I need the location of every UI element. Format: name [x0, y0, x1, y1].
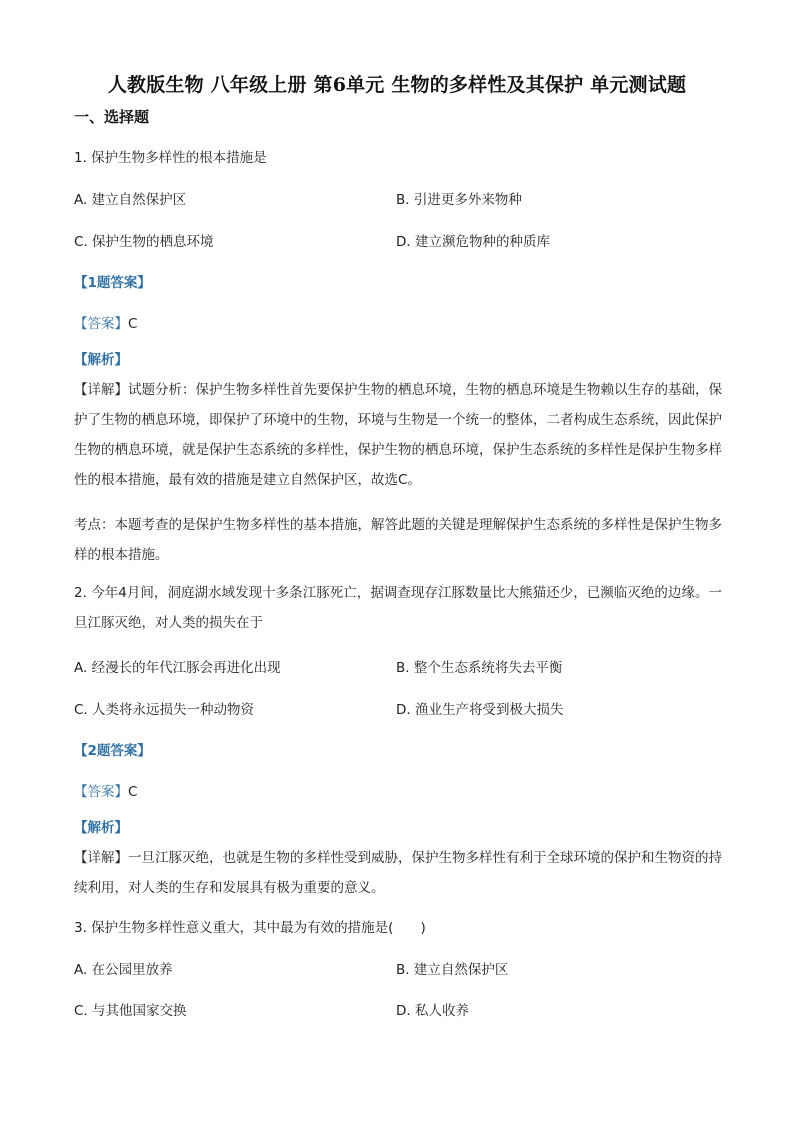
question-3-option-b: B. 建立自然保护区 — [396, 962, 509, 978]
question-2-option-d: D. 渔业生产将受到极大损失 — [396, 702, 564, 718]
question-1-answer-tag: 【1题答案】 — [74, 275, 151, 291]
question-1-option-d: D. 建立濒危物种的种质库 — [396, 234, 550, 250]
answer-value: C — [128, 784, 138, 800]
answer-label: 【答案】 — [74, 784, 128, 800]
answer-value: C — [128, 316, 138, 332]
question-3-option-a: A. 在公园里放养 — [74, 962, 173, 978]
document-title: 人教版生物 八年级上册 第6单元 生物的多样性及其保护 单元测试题 — [107, 74, 687, 96]
question-2-analysis-label: 【解析】 — [74, 820, 128, 836]
question-1-option-b: B. 引进更多外来物种 — [396, 192, 522, 208]
answer-label: 【答案】 — [74, 316, 128, 332]
question-3-stem: 3. 保护生物多样性意义重大，其中最为有效的措施是( ) — [74, 920, 426, 936]
question-3-option-c: C. 与其他国家交换 — [74, 1003, 187, 1019]
question-2-option-a: A. 经漫长的年代江豚会再进化出现 — [74, 660, 281, 676]
question-1-analysis-label: 【解析】 — [74, 352, 128, 368]
question-1-option-c: C. 保护生物的栖息环境 — [74, 234, 214, 250]
question-1-detail: 【详解】试题分析：保护生物多样性首先要保护生物的栖息环境，生物的栖息环境是生物赖以生存的基础，保护了生物的栖息环境，即保护了环境中的生物，环境与生物是一个统一的整体，二者构成生态系统，因此保护生物的栖息环境，就是保护生态系统的多样性，保护生物的栖息环境，保护生态系统的多样性是保护生物多样性的根本措施，最有效的措施是建立自然保护区，故选C。 — [74, 382, 722, 488]
question-2-detail: 【详解】一旦江豚灭绝，也就是生物的多样性受到威胁，保护生物多样性有利于全球环境的保护和生物资的持续利用，对人类的生存和发展具有极为重要的意义。 — [74, 850, 722, 896]
question-1-note: 考点：本题考查的是保护生物多样性的基本措施，解答此题的关键是理解保护生态系统的多样性是保护生物多样的根本措施。 — [74, 517, 722, 563]
question-2-stem: 2. 今年4月间，洞庭湖水域发现十多条江豚死亡，据调查现存江豚数量比大熊猫还少，已濒临灭绝的边缘。一旦江豚灭绝，对人类的损失在于 — [74, 585, 722, 631]
question-1-option-a: A. 建立自然保护区 — [74, 192, 187, 208]
question-2-option-c: C. 人类将永远损失一种动物资 — [74, 702, 255, 718]
question-1-answer — [74, 312, 137, 332]
question-1-stem: 1. 保护生物多样性的根本措施是 — [74, 150, 267, 166]
section-heading: 一、选择题 — [74, 108, 150, 126]
question-2-answer — [74, 780, 137, 800]
question-3-option-d: D. 私人收养 — [396, 1003, 469, 1019]
question-2-option-b: B. 整个生态系统将失去平衡 — [396, 660, 563, 676]
question-2-answer-tag: 【2题答案】 — [74, 743, 151, 759]
